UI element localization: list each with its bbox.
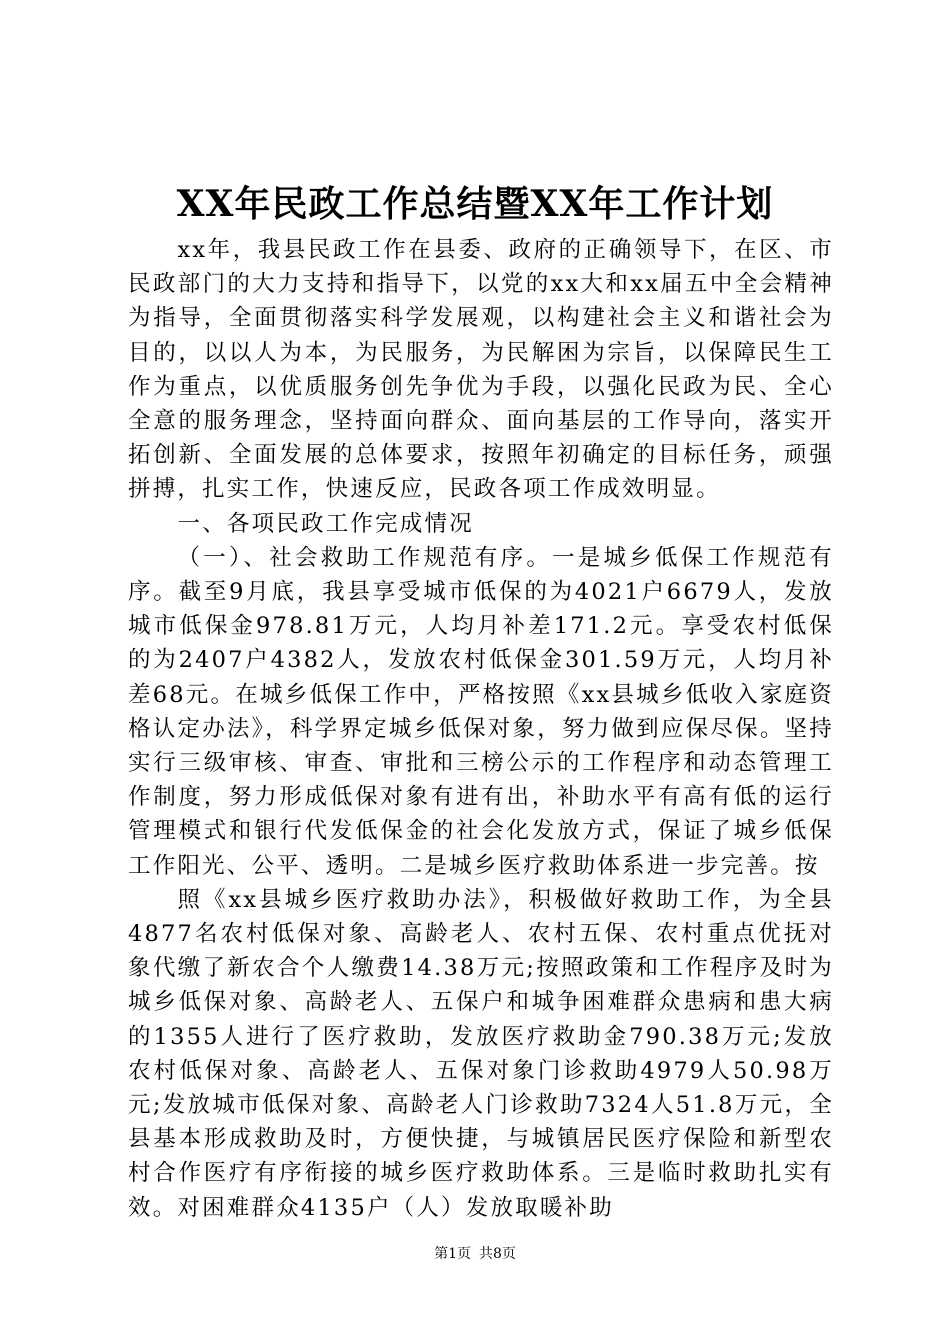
paragraph-intro: xx年，我县民政工作在县委、政府的正确领导下，在区、市民政部门的大力支持和指导下，以党的xx大和xx届五中全会精神为指导，全面贯彻落实科学发展观，以构建社会主义和谐社会为目的，以以人为本，为民服务，为民解困为宗旨，以保障民生工作为重点，以优质服务创先争优为手段，以强化民政为民、全心全意的服务理念，坚持面向群众、面向基层的工作导向，落实开拓创新、全面发展的总体要求，按照年初确定的目标任务，顽强拼搏，扎实工作，快速反应，民政各项工作成效明显。 bbox=[128, 237, 834, 503]
page-number: 第1页 bbox=[434, 1246, 471, 1262]
page-total: 共8页 bbox=[479, 1246, 516, 1262]
paragraph-medical-assistance: 照《xx县城乡医疗救助办法》，积极做好救助工作，为全县4877名农村低保对象、高龄老人、农村五保、农村重点优抚对象代缴了新农合个人缴费14.38万元;按照政策和工作程序及时为城乡低保对象、高龄老人、五保户和城争困难群众患病和患大病的1355人进行了医疗救助，发放医疗救助金790.38万元;发放农村低保对象、高龄老人、五保对象门诊救助4979人50.98万元;发放城市低保对象、高龄老人门诊救助7324人51.8万元，全县基本形成救助及时，方便快捷，与城镇居民医疗保险和新型农村合作医疗有序衔接的城乡医疗救助体系。三是临时救助扎实有效。对困难群众4135户（人）发放取暖补助 bbox=[128, 886, 834, 1221]
paragraph-social-assistance: （一）、社会救助工作规范有序。一是城乡低保工作规范有序。截至9月底，我县享受城市低保的为4021户6679人，发放城市低保金978.81万元，人均月补差171.2元。享受农村低保的为2407户4382人，发放农村低保金301.59万元，人均月补差68元。在城乡低保工作中，严格按照《xx县城乡低收入家庭资格认定办法》，科学界定城乡低保对象，努力做到应保尽保。坚持实行三级审核、审查、审批和三榜公示的工作程序和动态管理工作制度，努力形成低保对象有进有出，补助水平有高有低的运行管理模式和银行代发低保金的社会化发放方式，保证了城乡低保工作阳光、公平、透明。二是城乡医疗救助体系进一步完善。按 bbox=[128, 544, 834, 879]
section-heading: 一、各项民政工作完成情况 bbox=[177, 510, 474, 537]
document-title: XX年民政工作总结暨XX年工作计划 bbox=[176, 183, 774, 225]
document-body bbox=[128, 233, 834, 1225]
page-footer bbox=[0, 1244, 950, 1264]
